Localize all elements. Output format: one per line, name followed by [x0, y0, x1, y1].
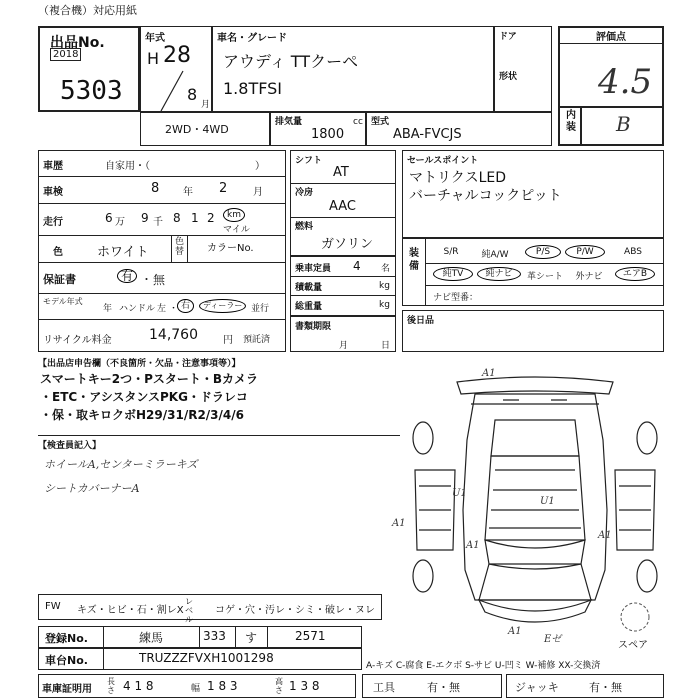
load-label: 積載量	[295, 283, 323, 293]
mark-a1-right: A1	[598, 530, 612, 541]
equip-pw: P/W	[565, 245, 605, 259]
door-label: ドア	[499, 32, 517, 42]
spare-label: スペア	[618, 640, 648, 651]
declaration-line1: スマートキー2つ・Pスタート・Bカメラ	[40, 372, 259, 386]
mileage-d4: 1	[191, 211, 199, 225]
equipment-box	[402, 238, 664, 306]
equipment-label: 装備	[409, 248, 419, 272]
mileage-d5: 2	[207, 211, 215, 225]
sales-point-box	[402, 150, 664, 238]
weight-unit: kg	[379, 300, 390, 310]
inspection-month-unit: 月	[253, 187, 263, 198]
equip-leather: 革シート	[526, 272, 563, 282]
inspection-label: 車検	[43, 187, 63, 198]
lot-number: 5303	[60, 76, 123, 106]
mark-a1-bottom: A1	[508, 626, 522, 637]
year-value: 28	[163, 43, 191, 68]
mark-a1-left: A1	[392, 518, 406, 529]
mileage-unit-mile: マイル	[223, 225, 250, 235]
tools-value: 有・無	[427, 681, 460, 694]
header-title: （複合機）対応用紙	[38, 4, 137, 17]
info-block	[38, 150, 286, 352]
equip-airbag: エアB	[615, 267, 655, 281]
mid-block	[290, 150, 396, 352]
mileage-unit-km: km	[223, 208, 245, 222]
handle-sep: ・	[169, 304, 179, 314]
equip-nav-model-label: ナビ型番：	[433, 293, 479, 303]
mark-a1-top: A1	[482, 368, 496, 379]
declaration-line3: ・保・取キロクボH29/31/R2/3/4/6	[40, 408, 244, 422]
sales-point-label: セールスポイント	[407, 156, 479, 166]
mark-u1-left: U1	[452, 488, 467, 499]
cert-length-label: 長さ	[107, 677, 115, 695]
inspector-label: 【検査員記入】	[38, 441, 102, 451]
plate-label: 登録No.	[45, 632, 88, 645]
mark-a1-front-left: A1	[466, 540, 480, 551]
year-label: 年式	[145, 33, 165, 44]
inspection-year-unit: 年	[183, 187, 193, 198]
spare-tire-icon	[618, 600, 652, 634]
mark-e-bottom: Eゼ	[544, 634, 562, 645]
equip-tv: 純TV	[433, 267, 473, 281]
plate-row	[38, 626, 362, 648]
lot-year-badge: 2018	[50, 48, 81, 61]
cert-width: 1 8 3	[207, 679, 238, 693]
year-month: 8	[187, 85, 198, 104]
mileage-u2: 千	[153, 217, 163, 228]
sales-point-line1: マトリクスLED	[409, 170, 507, 186]
mileage-u1: 万	[115, 217, 125, 228]
mileage-label: 走行	[43, 217, 63, 228]
car-name-label: 車名・グレード	[217, 33, 287, 44]
deadline-month-unit: 月	[339, 341, 349, 351]
history-text: 自家用・（	[105, 161, 150, 172]
car-box	[212, 26, 494, 112]
mileage-d3: 8	[173, 211, 181, 225]
fw-row	[38, 594, 382, 624]
equip-navi: 純ナビ	[477, 267, 521, 281]
interior-label: 内装	[566, 110, 576, 133]
score-box	[558, 26, 664, 146]
shift-label: シフト	[295, 156, 323, 166]
color-value: ホワイト	[97, 245, 149, 260]
shift-value: AT	[333, 165, 349, 180]
chassis-value: TRUZZZFVXH1001298	[139, 651, 274, 665]
model-value: ABA-FVCJS	[393, 127, 462, 142]
dealer-option: ディーラー	[199, 299, 246, 313]
sales-point-line2: バーチャルコックピット	[409, 188, 562, 204]
handle-right: 右	[177, 299, 194, 313]
color-no-label: カラーNo.	[207, 243, 254, 254]
door-box	[494, 26, 552, 112]
damage-legend: A-キズ C-腐食 E-エクボ S-サビ U-凹ミ W-補修 XX-交換済	[366, 661, 601, 671]
ac-label: 冷房	[295, 188, 314, 198]
year-era: H	[147, 49, 160, 68]
mark-u1-right: U1	[540, 496, 555, 507]
warranty-no: 無	[153, 273, 166, 287]
cert-length: 4 1 8	[123, 679, 154, 693]
inspection-year: 8	[151, 181, 160, 196]
chassis-label: 車台No.	[45, 654, 88, 667]
mileage-d2: 9	[141, 211, 149, 225]
equip-sr: S/R	[443, 247, 459, 257]
cert-width-label: 幅	[191, 684, 201, 694]
declaration-line2: ・ETC・アシスタンスPKG・ドラレコ	[40, 390, 248, 404]
fw-list: コゲ・穴・汚レ・シミ・破レ・ヌレ	[215, 605, 375, 616]
tools-box	[362, 674, 502, 698]
equip-ps: P/S	[525, 245, 561, 259]
plate-area: 練馬	[139, 631, 164, 645]
lot-label: 出品No.	[50, 35, 105, 51]
car-grade: 1.8TFSI	[223, 79, 283, 98]
capacity-label: 乗車定員	[295, 264, 332, 274]
equip-aw: 純A/W	[481, 250, 509, 260]
tools-label: 工具	[373, 681, 395, 694]
deadline-label: 書類期限	[295, 322, 332, 332]
history-close: ）	[255, 161, 265, 172]
plate-class: 333	[203, 629, 226, 643]
handle-label: ハンドル	[119, 304, 156, 314]
car-name: アウディ TTクーペ	[223, 52, 359, 71]
displacement-unit: cc	[353, 117, 363, 127]
fw-items: キズ・ヒビ・石・割レX	[77, 605, 184, 616]
deadline-day-unit: 日	[381, 341, 391, 351]
score-label: 評価点	[560, 28, 662, 44]
jack-value: 有・無	[589, 681, 622, 694]
ac-value: AAC	[329, 199, 356, 214]
handle-left: 左	[157, 304, 167, 314]
color-change-label: 色替	[175, 237, 185, 257]
recycle-label: リサイクル料金	[43, 335, 112, 346]
cert-label: 車庫証明用	[42, 684, 92, 695]
displacement-label: 排気量	[275, 117, 303, 127]
fuel-value: ガソリン	[321, 237, 374, 252]
cert-height: 1 3 8	[289, 679, 320, 693]
model-label: 型式	[371, 117, 390, 127]
equip-ext-navi: 外ナビ	[575, 272, 603, 282]
warranty-sep: ・	[141, 273, 152, 286]
jack-box	[506, 674, 664, 698]
history-label: 車歴	[43, 161, 63, 172]
warranty-label: 保証書	[43, 273, 76, 286]
rear-items-box	[402, 310, 664, 352]
recycle-unit: 円	[223, 335, 233, 346]
color-label: 色	[53, 247, 63, 258]
capacity-unit: 名	[381, 264, 391, 274]
drive-text: 2WD・4WD	[165, 123, 229, 136]
cert-row	[38, 674, 356, 698]
inspector-note1: ホイールA,センターミラーキズ	[44, 458, 198, 471]
shape-label: 形状	[499, 72, 518, 82]
plate-number: 2571	[295, 629, 326, 643]
year-month-unit: 月	[201, 100, 211, 110]
chassis-row	[38, 648, 362, 670]
declaration-label: 【出品店申告欄（不良箇所・欠品・注意事項等）】	[38, 359, 241, 369]
score-value: 4.5	[598, 62, 653, 102]
recycle-note: 預託済	[243, 335, 271, 345]
equip-abs: ABS	[624, 247, 642, 257]
weight-label: 総重量	[295, 302, 323, 312]
load-unit: kg	[379, 281, 390, 291]
model-year-label: モデル年式	[43, 297, 83, 306]
fw-label: FW	[45, 601, 61, 612]
parallel-option: 並行	[251, 304, 270, 314]
year-box	[140, 26, 212, 112]
inspection-month: 2	[219, 181, 228, 196]
plate-kana: す	[245, 631, 258, 645]
cert-height-label: 高さ	[275, 677, 283, 695]
interior-value: B	[616, 112, 631, 136]
spec-row	[140, 112, 552, 146]
warranty-yes: 有	[117, 269, 137, 283]
recycle-value: 14,760	[149, 327, 198, 343]
fuel-label: 燃料	[295, 222, 314, 232]
lot-box	[38, 26, 140, 112]
inspector-note2: シートカバーナーA	[44, 482, 140, 495]
model-year-unit: 年	[103, 304, 113, 314]
fw-level-label: レベル	[185, 597, 193, 624]
displacement-value: 1800	[311, 127, 345, 142]
jack-label: ジャッキ	[515, 681, 559, 694]
capacity-value: 4	[353, 259, 361, 273]
rear-items-label: 後日品	[407, 316, 435, 326]
mileage-d1: 6	[105, 211, 113, 225]
